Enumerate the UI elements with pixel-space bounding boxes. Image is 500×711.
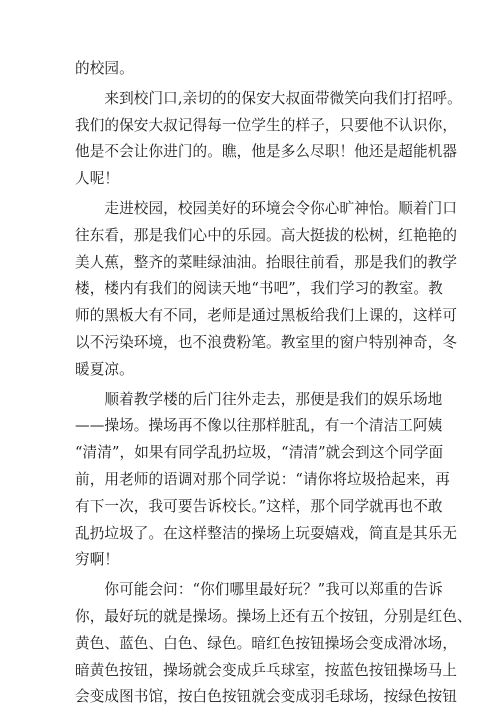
essay-text <box>75 56 472 711</box>
text-line: 暗黄色按钮，操场就会变成乒乓球室，按蓝色按钮操场马上 <box>75 661 458 679</box>
text-line: 走进校园，校园美好的环境会令你心旷神怡。顺着门口 <box>75 199 458 217</box>
text-line: 你，最好玩的就是操场。操场上还有五个按钮，分别是红色、 <box>75 607 472 625</box>
text-line: ——操场。操场再不像以往那样脏乱，有一个清洁工阿姨 <box>75 417 443 435</box>
text-line: 有下一次，我可要告诉校长。”这样，那个同学就再也不敢 <box>75 497 443 515</box>
text-line: 会变成图书馆，按白色按钮就会变成羽毛球场，按绿色按钮 <box>75 688 458 706</box>
text-line: 以不污染环境，也不浪费粉笔。教室里的窗户特别神奇，冬 <box>75 333 458 351</box>
text-line: 暖夏凉。 <box>75 360 134 378</box>
text-line: 他是不会让你进门的。瞧，他是多么尽职！他还是超能机器 <box>75 143 458 161</box>
text-line: 前，用老师的语调对那个同学说：“请你将垃圾拾起来，再 <box>75 470 450 488</box>
text-line: 乱扔垃圾了。在这样整洁的操场上玩耍嬉戏，简直是其乐无 <box>75 524 458 542</box>
text-line: 美人蕉，整齐的菜畦绿油油。抬眼往前看，那是我们的教学 <box>75 253 458 271</box>
text-line: 往东看，那是我们心中的乐园。高大挺拔的松树，红艳艳的 <box>75 226 458 244</box>
text-line: 我们的保安大叔记得每一位学生的样子，只要他不认识你， <box>75 116 458 134</box>
text-line: 的校园。 <box>75 60 134 77</box>
text-line: 楼，楼内有我们的阅读天地“书吧”，我们学习的教室。教 <box>75 280 443 298</box>
text-line: 顺着教学楼的后门往外走去，那便是我们的娱乐场地 <box>75 390 443 408</box>
text-line: 人呢！ <box>75 170 120 188</box>
text-line: 穷啊！ <box>75 551 120 569</box>
text-line: 师的黑板大有不同，老师是通过黑板给我们上课的，这样可 <box>75 307 458 325</box>
text-line: “清清”，如果有同学乱扔垃圾，“清清”就会到这个同学面 <box>75 444 444 462</box>
text-line: 你可能会问：“你们哪里最好玩？”我可以郑重的告诉 <box>75 581 443 599</box>
text-line: 来到校门口,亲切的的保安大叔面带微笑向我们打招呼。 <box>75 89 462 107</box>
text-line: 黄色、蓝色、白色、绿色。暗红色按钮操场会变成滑冰场， <box>75 634 458 652</box>
